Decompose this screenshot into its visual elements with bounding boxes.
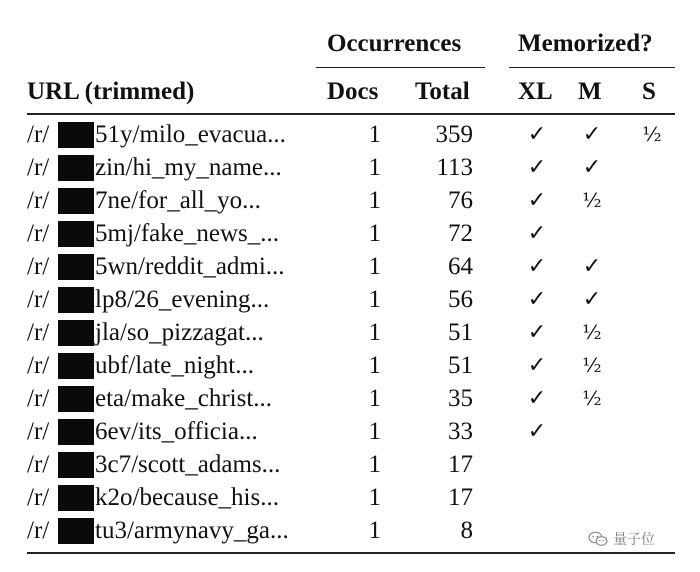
xl-memorized-mark: ✓ <box>527 419 547 444</box>
m-memorized-mark: ✓ <box>582 122 602 147</box>
table-row <box>0 382 700 415</box>
table-row <box>0 217 700 250</box>
docs-value: 1 <box>368 385 381 412</box>
table-row <box>0 481 700 514</box>
url-text: ubf/late_night... <box>95 352 254 379</box>
xl-memorized-mark: ✓ <box>527 155 547 180</box>
redaction-block <box>58 122 94 148</box>
docs-value: 1 <box>368 187 381 214</box>
url-text: 5mj/fake_news_... <box>95 220 279 247</box>
xl-memorized-mark: ✓ <box>527 254 547 279</box>
url-prefix: /r/ <box>27 517 50 544</box>
docs-value: 1 <box>368 319 381 346</box>
s-memorized-mark <box>637 283 667 316</box>
url-text: 3c7/scott_adams... <box>95 451 281 478</box>
m-memorized-mark: ½ <box>582 353 602 377</box>
s-memorized-mark <box>637 250 667 283</box>
total-value: 359 <box>435 121 473 148</box>
xl-memorized-mark: ✓ <box>527 122 547 147</box>
redaction-block <box>58 518 94 544</box>
url-prefix: /r/ <box>27 187 50 214</box>
url-prefix: /r/ <box>27 451 50 478</box>
url-text: 51y/milo_evacua... <box>95 121 286 148</box>
table-row <box>0 151 700 184</box>
docs-value: 1 <box>368 253 381 280</box>
watermark-text: 量子位 <box>613 532 655 548</box>
s-memorized-mark <box>637 184 667 217</box>
url-text: jla/so_pizzagat... <box>95 319 264 346</box>
total-value: 56 <box>448 286 473 313</box>
redaction-block <box>58 254 94 280</box>
watermark <box>588 528 655 550</box>
table-row <box>0 250 700 283</box>
url-text: 7ne/for_all_yo... <box>95 187 261 214</box>
total-value: 33 <box>448 418 473 445</box>
url-text: 5wn/reddit_admi... <box>95 253 285 280</box>
docs-value: 1 <box>368 517 381 544</box>
url-text: zin/hi_my_name... <box>95 154 282 181</box>
docs-value: 1 <box>368 154 381 181</box>
total-value: 51 <box>448 352 473 379</box>
url-column-header: URL (trimmed) <box>27 78 195 105</box>
m-memorized-mark: ½ <box>582 188 602 212</box>
url-prefix: /r/ <box>27 484 50 511</box>
redaction-block <box>58 188 94 214</box>
xl-memorized-mark <box>522 481 552 514</box>
url-text: k2o/because_his... <box>95 484 279 511</box>
m-memorized-mark: ½ <box>582 386 602 410</box>
url-prefix: /r/ <box>27 385 50 412</box>
url-prefix: /r/ <box>27 286 50 313</box>
s-memorized-mark <box>637 415 667 448</box>
url-prefix: /r/ <box>27 352 50 379</box>
total-column-header: Total <box>415 78 470 105</box>
total-value: 17 <box>448 484 473 511</box>
memorized-group-header: Memorized? <box>518 30 653 57</box>
redaction-block <box>58 155 94 181</box>
memorized-cmidrule <box>509 67 675 68</box>
redaction-block <box>58 419 94 445</box>
table-row <box>0 316 700 349</box>
s-memorized-mark <box>637 217 667 250</box>
url-prefix: /r/ <box>27 418 50 445</box>
m-column-header: M <box>578 78 602 105</box>
s-memorized-mark <box>637 382 667 415</box>
xl-memorized-mark: ✓ <box>527 188 547 213</box>
docs-value: 1 <box>368 286 381 313</box>
table-row <box>0 118 700 151</box>
url-prefix: /r/ <box>27 154 50 181</box>
m-memorized-mark <box>577 217 607 250</box>
xl-memorized-mark: ✓ <box>527 353 547 378</box>
m-memorized-mark: ✓ <box>582 254 602 279</box>
docs-value: 1 <box>368 352 381 379</box>
table-row <box>0 448 700 481</box>
total-value: 72 <box>448 220 473 247</box>
wechat-icon <box>588 531 608 547</box>
xl-memorized-mark <box>522 448 552 481</box>
redaction-block <box>58 353 94 379</box>
total-value: 113 <box>436 154 473 181</box>
s-memorized-mark <box>637 481 667 514</box>
s-memorized-mark <box>637 316 667 349</box>
redaction-block <box>58 452 94 478</box>
redaction-block <box>58 320 94 346</box>
xl-memorized-mark: ✓ <box>527 287 547 312</box>
url-text: eta/make_christ... <box>95 385 273 412</box>
m-memorized-mark: ✓ <box>582 155 602 180</box>
table-bottomrule <box>27 552 675 554</box>
total-value: 17 <box>448 451 473 478</box>
m-memorized-mark: ½ <box>582 320 602 344</box>
occurrences-group-header: Occurrences <box>327 30 462 57</box>
m-memorized-mark <box>577 481 607 514</box>
url-text: lp8/26_evening... <box>95 286 270 313</box>
docs-value: 1 <box>368 418 381 445</box>
xl-memorized-mark <box>522 514 552 547</box>
total-value: 64 <box>448 253 473 280</box>
url-prefix: /r/ <box>27 319 50 346</box>
redaction-block <box>58 485 94 511</box>
table-row <box>0 184 700 217</box>
total-value: 76 <box>448 187 473 214</box>
url-text: tu3/armynavy_ga... <box>95 517 289 544</box>
s-memorized-mark: ½ <box>642 122 662 146</box>
header-midrule <box>27 113 675 115</box>
total-value: 35 <box>448 385 473 412</box>
occurrences-cmidrule <box>316 67 485 68</box>
xl-memorized-mark: ✓ <box>527 320 547 345</box>
s-memorized-mark <box>637 448 667 481</box>
url-prefix: /r/ <box>27 253 50 280</box>
s-memorized-mark <box>637 151 667 184</box>
total-value: 8 <box>460 517 473 544</box>
xl-memorized-mark: ✓ <box>527 386 547 411</box>
redaction-block <box>58 221 94 247</box>
url-text: 6ev/its_officia... <box>95 418 258 445</box>
redaction-block <box>58 386 94 412</box>
m-memorized-mark <box>577 448 607 481</box>
url-prefix: /r/ <box>27 220 50 247</box>
docs-value: 1 <box>368 451 381 478</box>
s-memorized-mark <box>637 349 667 382</box>
redaction-block <box>58 287 94 313</box>
docs-value: 1 <box>368 121 381 148</box>
table-row <box>0 283 700 316</box>
docs-value: 1 <box>368 484 381 511</box>
m-memorized-mark: ✓ <box>582 287 602 312</box>
s-column-header: S <box>642 78 656 105</box>
xl-memorized-mark: ✓ <box>527 221 547 246</box>
table-row <box>0 349 700 382</box>
url-prefix: /r/ <box>27 121 50 148</box>
table-row <box>0 415 700 448</box>
m-memorized-mark <box>577 415 607 448</box>
total-value: 51 <box>448 319 473 346</box>
docs-column-header: Docs <box>327 78 379 105</box>
xl-column-header: XL <box>518 78 553 105</box>
docs-value: 1 <box>368 220 381 247</box>
